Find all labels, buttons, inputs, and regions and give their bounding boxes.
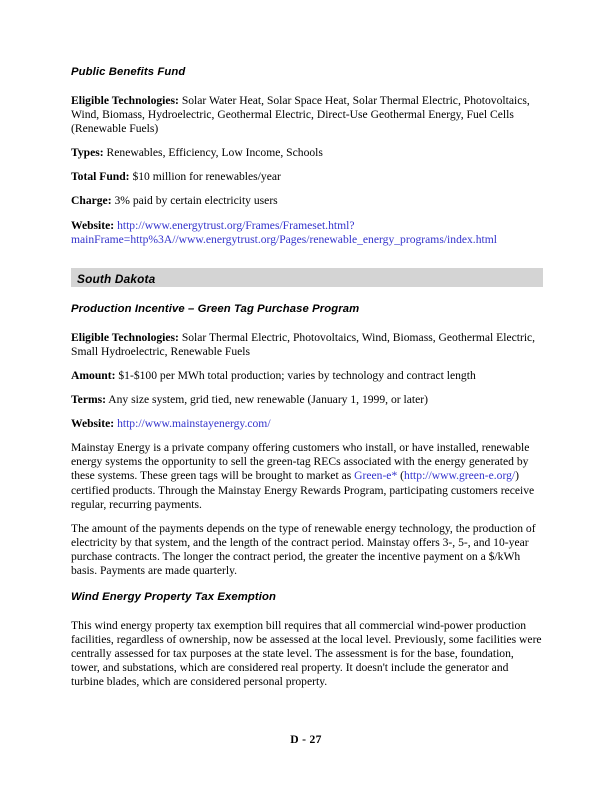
spacer: [71, 604, 543, 619]
spacer: [71, 407, 543, 417]
paragraph-text: (: [397, 469, 405, 483]
field-amount-gtp: [71, 369, 543, 383]
spacer: [71, 184, 543, 194]
spacer: [71, 247, 543, 268]
field-value: $10 million for renewables/year: [132, 170, 281, 184]
field-value: $1-$100 per MWh total production; varies by technology and contract length: [118, 368, 476, 382]
paragraph-payment-structure: The amount of the payments depends on the type of renewable energy technology, the production of electricity by that system, and the length of the contract period. Mainstay offers 3-, 5-, and 10-year purchase contracts. The longer the contract period, the greater the incentive payment on a $/kWh basis. Payments are made quarterly.: [71, 521, 536, 577]
paragraph-text: Mainstay Energy is a private company offering customers who install, or have installed, renewable energy systems the opportunity to sell the green-tag RECs associated with the energy generated by these systems. These green tags will be brought to market as: [71, 441, 530, 483]
field-types-pbf: [71, 146, 543, 160]
website-link-mainstayenergy[interactable]: http://www.mainstayenergy.com/: [117, 417, 271, 431]
spacer: [71, 287, 543, 303]
field-label: Website:: [71, 218, 115, 232]
spacer: [71, 578, 543, 591]
paragraph-wind-tax-exemption: This wind energy property tax exemption bill requires that all commercial wind-power production facilities, regardless of ownership, now be assessed at the local level. Previously, some facilities were centrally assessed for tax purposes at the state level. The assessment is for the base, foundation, tower, and substations, which are considered real property. It doesn't include the generator and turbine blades, which are considered personal property.: [71, 619, 542, 689]
spacer: [71, 209, 543, 219]
program-heading-green-tag-purchase-program: Production Incentive – Green Tag Purchase Program: [71, 302, 360, 315]
spacer: [71, 136, 543, 146]
spacer: [71, 512, 543, 522]
field-value: Any size system, grid tied, new renewable (January 1, 1999, or later): [108, 393, 428, 407]
program-heading-wind-energy-property-tax-exemption: Wind Energy Property Tax Exemption: [71, 591, 277, 604]
spacer: [71, 359, 543, 369]
state-name-label: South Dakota: [77, 271, 156, 286]
field-label: Charge:: [71, 194, 112, 208]
field-label: Terms:: [71, 393, 106, 407]
field-label: Types:: [71, 146, 104, 160]
field-label: Website:: [71, 417, 115, 431]
field-value: Solar Thermal Electric, Photovoltaics, Wind, Biomass, Geothermal Electric, Small Hydroelectric, Renewable Fuels: [71, 330, 536, 358]
field-label: Eligible Technologies:: [71, 330, 179, 344]
page-content: [71, 66, 543, 690]
field-value: Renewables, Efficiency, Low Income, Schools: [106, 146, 323, 160]
field-label: Eligible Technologies:: [71, 94, 179, 107]
spacer: [71, 431, 543, 441]
field-value: Solar Water Heat, Solar Space Heat, Solar Thermal Electric, Photovoltaics, Wind, Biomass, Hydroelectric, Geothermal Electric, Direct-Use Geothermal Energy, Fuel Cells (Renewable Fuels): [71, 94, 530, 136]
green-e-link[interactable]: Green-e*: [354, 469, 398, 483]
state-section-header-south-dakota: [71, 268, 543, 287]
field-website-pbf: [71, 219, 543, 247]
field-charge-pbf: [71, 194, 543, 208]
field-terms-gtp: [71, 393, 543, 407]
spacer: [71, 160, 543, 170]
spacer: [71, 383, 543, 393]
page-number-footer: D - 27: [290, 733, 322, 746]
field-label: Total Fund:: [71, 170, 130, 184]
green-e-url-link[interactable]: http://www.green-e.org/: [404, 469, 516, 483]
website-link-energytrust[interactable]: http://www.energytrust.org/Frames/Frameset.html?mainFrame=http%3A//www.energytrust.org/Pages/renewable_energy_programs/index.html: [71, 218, 497, 246]
field-value: 3% paid by certain electricity users: [114, 194, 278, 208]
spacer: [71, 79, 543, 94]
field-label: Amount:: [71, 368, 116, 382]
field-website-gtp: [71, 417, 543, 431]
spacer: [71, 316, 543, 331]
field-eligible-technologies-pbf: [71, 94, 543, 136]
field-eligible-technologies-gtp: [71, 331, 543, 359]
paragraph-mainstay-energy-overview: [71, 441, 543, 511]
field-total-fund-pbf: [71, 170, 543, 184]
program-heading-public-benefits-fund: Public Benefits Fund: [71, 66, 186, 78]
paragraph-text: ) certified products. Through the Mainstay Energy Rewards Program, participating customers receive regular, recurring payments.: [71, 469, 535, 511]
